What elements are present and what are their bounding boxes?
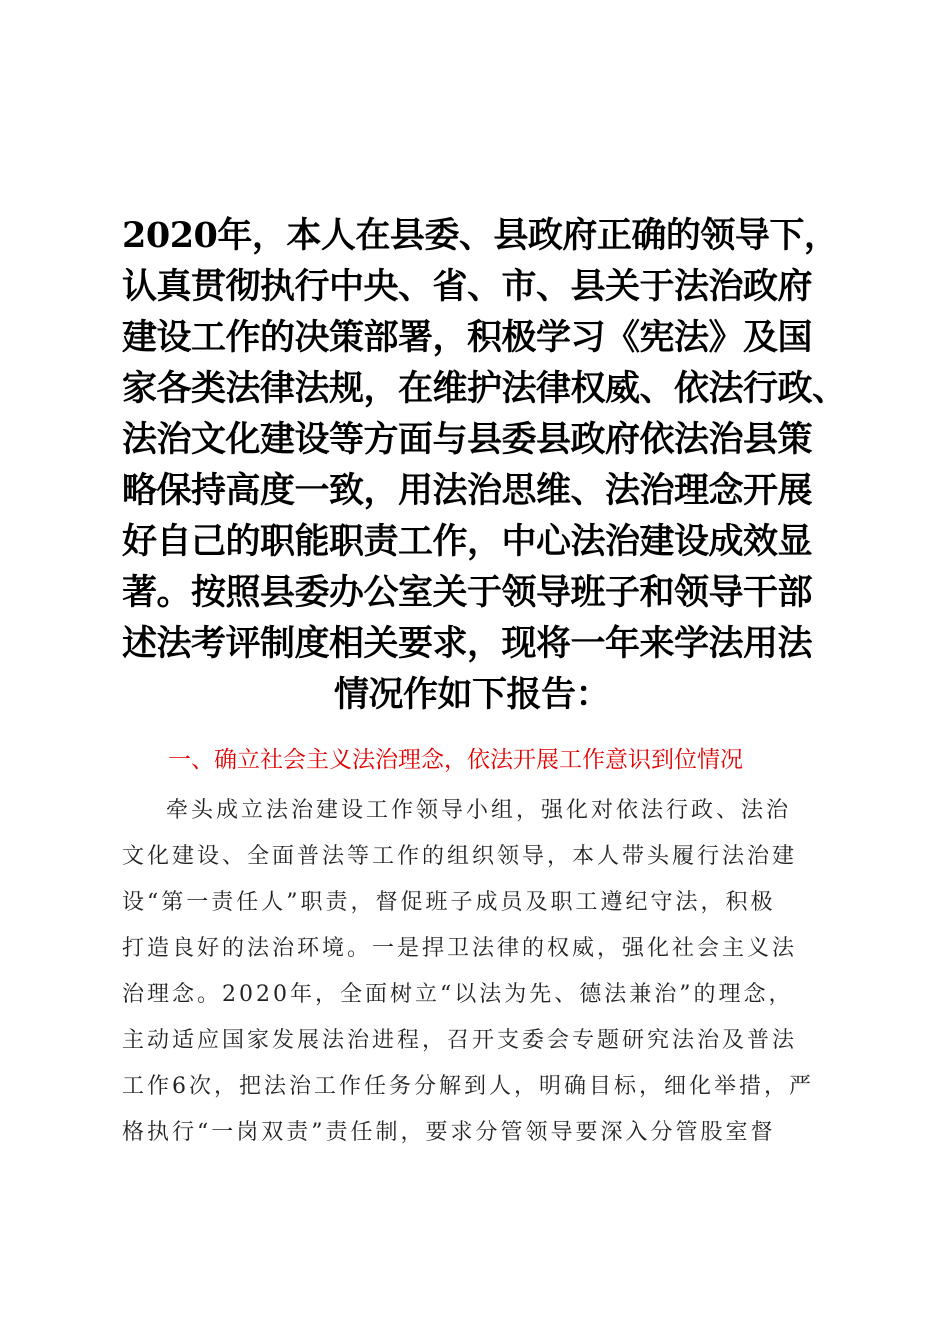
body-line: 格执行“一岗双责”责任制，要求分管领导要深入分管股室督: [122, 1120, 776, 1145]
body-line: 牵头成立法治建设工作领导小组，强化对依法行政、法治: [166, 798, 792, 823]
title-line: 家各类法律法规，在维护法律权威、依法行政、: [122, 368, 847, 409]
title-line: 建设工作的决策部署，积极学习《宪法》及国: [122, 317, 813, 358]
title-line: 认真贯彻执行中央、省、市、县关于法治政府: [122, 266, 813, 307]
body-paragraph: [122, 788, 832, 1156]
title-line: 著。按照县委办公室关于领导班子和领导干部: [122, 572, 813, 613]
body-line: 主动适应国家发展法治进程，召开支委会专题研究法治及普法: [122, 1028, 798, 1053]
body-line: 打造良好的法治环境。一是捍卫法律的权威，强化社会主义法: [122, 936, 798, 961]
title-line: 述法考评制度相关要求，现将一年来学法用法: [122, 623, 813, 664]
section-heading: 一、确立社会主义法治理念，依法开展工作意识到位情况: [168, 747, 743, 773]
report-title: [122, 210, 847, 720]
body-line: 工作6次，把法治工作任务分解到人，明确目标，细化举措，严: [122, 1074, 814, 1099]
title-line: 法治文化建设等方面与县委县政府依法治县策: [122, 419, 813, 460]
body-line: 文化建设、全面普法等工作的组织领导，本人带头履行法治建: [122, 844, 798, 869]
title-line: 2020年，本人在县委、县政府正确的领导下，: [122, 215, 839, 256]
title-line: 情况作如下报告：: [334, 674, 611, 715]
body-line: 设“第一责任人”职责，督促班子成员及职工遵纪守法，积极: [122, 890, 776, 915]
title-line: 好自己的职能职责工作，中心法治建设成效显: [122, 521, 813, 562]
body-line: 治理念。2020年，全面树立“以法为先、德法兼治”的理念，: [122, 982, 794, 1007]
title-line: 略保持高度一致，用法治思维、法治理念开展: [122, 470, 813, 511]
